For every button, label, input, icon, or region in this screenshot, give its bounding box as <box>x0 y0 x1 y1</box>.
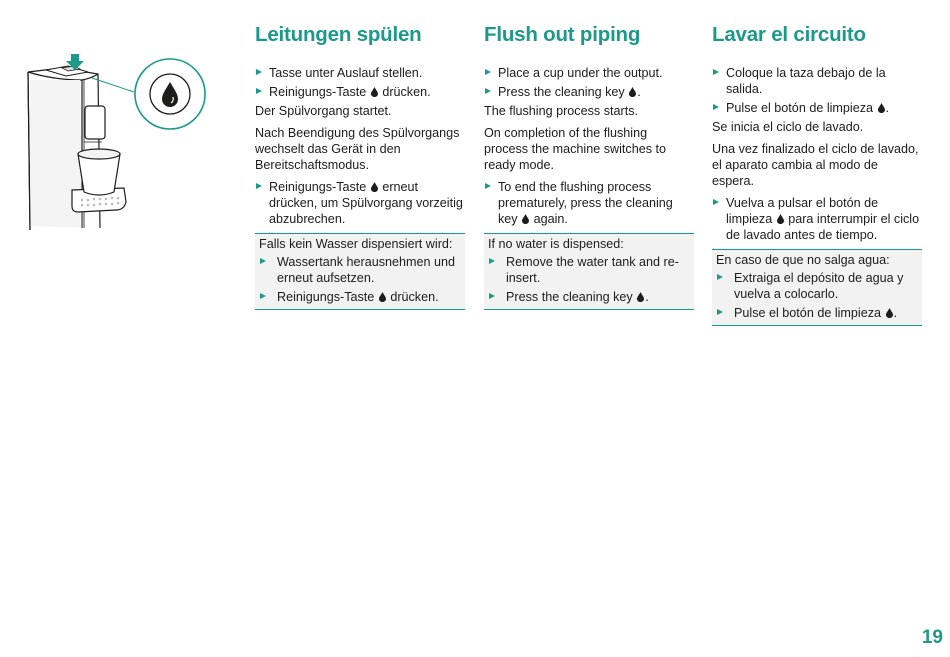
water-drop-icon <box>371 182 378 192</box>
water-drop-icon <box>777 214 784 224</box>
troubleshooting-list <box>716 270 922 321</box>
column-spanish <box>712 22 922 326</box>
coffee-machine-illustration <box>22 50 212 230</box>
column-german <box>255 22 465 310</box>
troubleshooting-box <box>484 233 694 310</box>
abort-list <box>255 179 465 227</box>
troubleshooting-step: Remove the water tank and re-insert. <box>488 254 694 286</box>
instruction-step: Pulse el botón de limpieza . <box>712 100 922 116</box>
water-drop-icon <box>371 87 378 97</box>
instruction-list <box>712 65 922 116</box>
abort-step: Reinigungs-Taste erneut drücken, um Spülvorgang vorzeitig abzubrechen. <box>255 179 465 227</box>
instruction-step: Press the cleaning key . <box>484 84 694 100</box>
instruction-list <box>255 65 465 100</box>
status-text: Se inicia el ciclo de lavado. <box>712 120 864 134</box>
column-english <box>484 22 694 310</box>
instruction-step: Coloque la taza debajo de la salida. <box>712 65 922 97</box>
troubleshooting-title: Falls kein Wasser dispensiert wird: <box>259 237 453 251</box>
troubleshooting-list <box>259 254 465 305</box>
troubleshooting-step: Press the cleaning key . <box>488 289 694 305</box>
instruction-step: Reinigungs-Taste drücken. <box>255 84 465 100</box>
section-heading: Flush out piping <box>484 23 641 46</box>
instruction-step: Tasse unter Auslauf stellen. <box>255 65 465 81</box>
abort-list <box>712 195 922 243</box>
section-heading: Leitungen spülen <box>255 23 422 46</box>
completion-text: Una vez finalizado el ciclo de lavado, el aparato cambia al modo de espera. <box>712 142 919 188</box>
instruction-step: Place a cup under the output. <box>484 65 694 81</box>
water-drop-icon <box>629 87 636 97</box>
section-heading: Lavar el circuito <box>712 23 866 46</box>
troubleshooting-list <box>488 254 694 305</box>
troubleshooting-box <box>255 233 465 310</box>
troubleshooting-step: Reinigungs-Taste drücken. <box>259 289 465 305</box>
abort-step: Vuelva a pulsar el botón de limpieza para interrumpir el ciclo de lavado antes de tiempo. <box>712 195 922 243</box>
troubleshooting-title: If no water is dispensed: <box>488 237 624 251</box>
troubleshooting-step: Extraiga el depósito de agua y vuelva a colocarlo. <box>716 270 922 302</box>
abort-list <box>484 179 694 227</box>
instruction-list <box>484 65 694 100</box>
water-drop-icon <box>522 214 529 224</box>
status-text: Der Spülvorgang startet. <box>255 104 392 118</box>
troubleshooting-title: En caso de que no salga agua: <box>716 253 890 267</box>
water-drop-icon <box>878 103 885 113</box>
page-number: 19 <box>921 627 943 648</box>
troubleshooting-box <box>712 249 922 326</box>
abort-step: To end the flushing process prematurely, press the cleaning key again. <box>484 179 694 227</box>
water-drop-icon <box>637 292 644 302</box>
troubleshooting-step: Pulse el botón de limpieza . <box>716 305 922 321</box>
water-drop-icon <box>886 308 893 318</box>
troubleshooting-step: Wassertank herausnehmen und erneut aufsetzen. <box>259 254 465 286</box>
status-text: The flushing process starts. <box>484 104 638 118</box>
completion-text: On completion of the flushing process the machine switches to ready mode. <box>484 126 666 172</box>
water-drop-icon <box>379 292 386 302</box>
completion-text: Nach Beendigung des Spülvorgangs wechselt das Gerät in den Bereitschaftsmodus. <box>255 126 460 172</box>
